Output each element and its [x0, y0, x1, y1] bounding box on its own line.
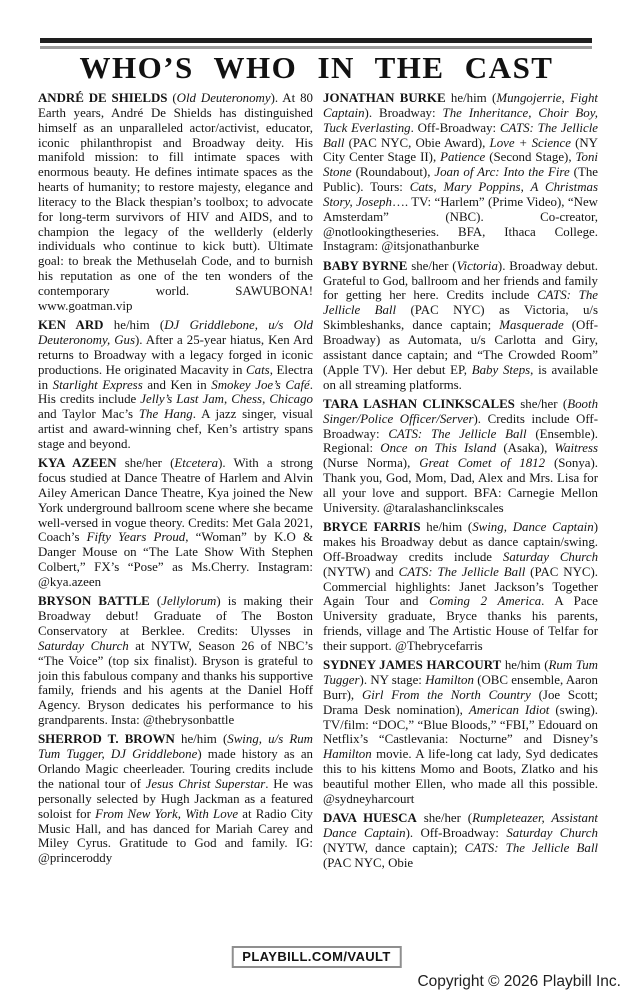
bio-segment: (Nurse Norma), — [323, 456, 420, 471]
bio-segment: Booth Singer/Police Officer/Server — [323, 396, 598, 426]
bio-segment: (Joe Scott; Drama Desk nomination), — [323, 687, 598, 717]
bio-segment: BABY BYRNE — [323, 258, 408, 273]
bio-segment: Hamilton — [425, 673, 474, 688]
bio-segment: at NYTW, Season 26 of NBC’s “The Voice” (top six finalist). Bryson is grateful to join this fabulous company and thanks his supportive family, friends and his agents at the Daniel Hoff Agency. Bryson dedicates his performance to his grandparents. Insta: @thebrysonbattle — [38, 638, 314, 728]
copyright-text: Copyright © 2026 Playbill Inc. — [417, 973, 621, 990]
bio-segment: TARA LASHAN CLINKSCALES — [323, 396, 515, 411]
bio-segment: he/him ( — [420, 520, 473, 535]
bio-segment: Saturday Church — [38, 638, 129, 653]
bio-segment: Cats — [246, 362, 270, 377]
bio-segment: ). Credits include Off-Broadway: — [323, 411, 598, 441]
bio-segment: . A jazz singer, visual artist and award-winning chef, Ken’s artistry spans stage and beyond. — [38, 407, 313, 451]
bio-segment: (Roundabout), — [351, 165, 435, 180]
bio-segment: movie. A life-long cat lady, Syd dedicates this to his kittens Momo and Boots, Zlatko and his beautiful mother Ellen, who made all this possible. @sydneyharcourt — [323, 747, 598, 806]
bio-segment: she/her ( — [116, 456, 175, 471]
bio-segment: Waitress — [554, 441, 598, 456]
bio-dava-huesca — [323, 811, 598, 870]
bio-segment: ). After a 25-year hiatus, Ken Ard returns to Broadway with a legacy forged in iconic productions. He originated Macavity in — [38, 333, 313, 377]
bio-baby-byrne — [323, 259, 598, 393]
bio-segment: Cats, Mary Poppins, A Christmas Story, Joseph — [323, 180, 598, 209]
bio-bryce-farris — [323, 520, 598, 654]
bio-segment: Etcetera — [174, 456, 219, 471]
bio-segment: (PAC NYC, Obie Award), — [344, 135, 490, 150]
bio-segment: Great Comet of 1812 — [419, 456, 546, 471]
bio-segment: Swing, Dance Captain — [472, 520, 594, 535]
bio-segment: . His credits include — [38, 377, 313, 407]
bio-segment: Jellylorum — [161, 594, 217, 609]
bio-segment: (Off-Broadway) as Automata, u/s Carlotta and Giry, assistant dance captain; and “The Crowded Room” (Apple TV). Her debut EP, — [323, 318, 598, 377]
bio-segment: ( — [149, 594, 162, 609]
bio-segment: Rumpleteazer, Assistant Dance Captain — [323, 811, 598, 840]
bio-segment: Swing, u/s Rum Tum Tugger, DJ Griddlebone — [38, 732, 313, 762]
bio-segment: KEN ARD — [38, 318, 104, 333]
bio-segment: ) makes his Broadway debut as dance captain/swing. Off-Broadway credits include — [323, 520, 598, 564]
bio-segment: KYA AZEEN — [38, 456, 117, 471]
bio-tara-lashan-clinkscales — [323, 397, 598, 516]
bio-segment: Toni Stone — [323, 150, 598, 180]
bio-segment: BRYSON BATTLE — [38, 594, 150, 609]
bio-segment: he/him ( — [174, 732, 228, 747]
bio-segment: Coming 2 America — [429, 594, 542, 609]
bio-segment: (Second Stage), — [485, 150, 576, 165]
bio-ken-ard — [38, 318, 313, 452]
bio-kya-azeen — [38, 456, 313, 590]
bio-segment: CATS: The Jellicle Ball — [323, 120, 598, 150]
bio-segment: (NYTW, dance captain); — [323, 840, 465, 855]
bio-segment: SHERROD T. BROWN — [38, 732, 175, 747]
bio-segment: . A Pace University graduate, Bryce thanks his parents, friends, village and The Artistic House of Telfar for their support. @Thebrycefarris — [323, 594, 598, 653]
bio-segment: Patience — [440, 150, 486, 165]
bio-segment: Chess — [231, 392, 263, 407]
bio-segment: (PAC NYC) as Victoria, u/s Skimbleshanks, dance captain; — [323, 303, 598, 333]
bio-segment: The Hang — [138, 407, 193, 422]
bio-segment: DJ Griddlebone, u/s Old Deuteronomy, Gus — [38, 318, 313, 347]
bio-segment: Old Deuteronomy — [176, 91, 271, 105]
bio-segment: …. TV: “Harlem” (Prime Video), “New Amsterdam” (NBC). Co-creator, @notlookingtheseries. BFA, Ithaca College. Instagram: @itsjonathanburke — [323, 194, 598, 254]
bio-segment: she/her ( — [514, 396, 568, 411]
bio-segment: , “Woman” by K.O & Danger Mouse on “The Late Show With Stephen Colbert,” FX’s “Pose” as Ms.Cherry. Instagram: @kya.azeen — [38, 530, 313, 589]
bio-segment: Fifty Years Proud — [86, 530, 186, 545]
bio-segment: Jelly’s Last Jam — [140, 392, 224, 407]
bio-segment: CATS: The Jellicle Ball — [398, 564, 526, 579]
bio-segment: ( — [167, 91, 177, 105]
bio-segment: CATS: The Jellicle Ball — [388, 426, 527, 441]
bio-column-left — [38, 91, 313, 949]
bio-segment: The Inheritance, Choir Boy, Tuck Everlasting — [323, 105, 598, 135]
bio-segment: ) made history as an Orlando Magic cheerleader. Touring credits include the national tour of — [38, 747, 313, 791]
bio-segment: (PAC NYC, Obie — [323, 855, 414, 870]
bio-segment: CATS: The Jellicle Ball — [323, 288, 598, 318]
bio-segment: BRYCE FARRIS — [323, 520, 421, 535]
bio-segment: Smokey Joe’s Café — [211, 377, 310, 392]
bio-segment: (Ensemble). Regional: — [323, 426, 598, 456]
bio-segment: Chicago — [269, 392, 313, 407]
bio-segment: . Off-Broadway: — [410, 120, 500, 135]
bio-segment: American Idiot — [468, 702, 550, 717]
bio-bryson-battle — [38, 594, 313, 728]
bio-segment: DAVA HUESCA — [323, 811, 417, 826]
bio-segment: Masquerade — [499, 318, 564, 333]
bio-segment: he/him ( — [501, 658, 549, 673]
bio-segment: (NY City Center Stage II), — [323, 135, 598, 165]
bio-segment: Baby Steps — [471, 362, 531, 377]
bio-segment: and Ken in — [142, 377, 212, 392]
bio-segment: he/him ( — [103, 318, 165, 333]
bio-segment: Hamilton — [323, 747, 372, 762]
bio-segment: (The Public). Tours: — [323, 165, 598, 195]
bio-segment: he/him ( — [445, 91, 497, 105]
bio-segment: (Asaka), — [496, 441, 555, 456]
bio-segment: she/her ( — [416, 811, 473, 826]
bio-andre-de-shields — [38, 91, 313, 314]
bio-segment: , is available on all streaming platforms. — [323, 362, 598, 392]
bio-segment: ). With a strong focus studied at Dance Theatre of Harlem and Alvin Ailey American Dance Theatre, Kya joined the New York underground ballroom scene where she became well-versed in vogue theory. Credits: Met Gala 2021, Coach’s — [38, 456, 313, 545]
bio-segment: Rum Tum Tugger — [323, 658, 598, 688]
bio-segment: Saturday Church — [506, 826, 598, 840]
top-rule-thick — [40, 38, 592, 43]
bio-segment: ). Broadway debut. Grateful to God, ballroom and her friends and family for getting her here. Credits include — [323, 258, 598, 303]
bio-segment: Victoria — [456, 258, 498, 273]
bio-segment: SYDNEY JAMES HARCOURT — [323, 658, 502, 673]
bio-segment: at Radio City Music Hall, and has danced for Mariah Carey and Miley Cyrus. Gratitude to God and family. IG: @princeroddy — [38, 806, 313, 866]
bio-segment: (swing). TV/film: “DOC,” “Blue Bloods,” “FBI,” Edouard on Netflix’s “Castlevania: Nocturne” and Disney’s — [323, 702, 598, 747]
bio-segment: and Taylor Mac’s — [38, 407, 139, 422]
bio-segment: Once on This Island — [380, 441, 497, 456]
bio-jonathan-burke — [323, 91, 598, 254]
bio-sydney-james-harcourt — [323, 658, 598, 806]
bio-segment: ). Off-Broadway: — [405, 826, 507, 840]
bio-segment: Saturday Church — [502, 549, 598, 564]
bio-sherrod-t-brown — [38, 732, 313, 866]
bio-segment: (OBC ensemble, Aaron Burr), — [323, 673, 598, 702]
bio-segment: Jesus Christ Superstar — [145, 776, 266, 791]
bio-segment: ). Broadway: — [364, 105, 443, 120]
bio-segment: JONATHAN BURKE — [323, 91, 446, 105]
bio-segment: (NYTW) and — [323, 564, 399, 579]
page-title: WHO’S WHO IN THE CAST — [79, 50, 554, 85]
bio-segment: ANDRÉ DE SHIELDS — [38, 91, 168, 105]
bio-segment: (PAC NYC). Commercial highlights: Janet Jackson’s Together Again Tour and — [323, 564, 598, 609]
bio-segment: ). NY stage: — [359, 673, 426, 688]
top-rule-thin — [40, 46, 592, 49]
bio-segment: , — [262, 392, 270, 407]
bio-segment: Girl From the North Country — [361, 687, 531, 702]
bio-segment: , Electra in — [38, 362, 313, 392]
bio-segment: Starlight Express — [52, 377, 143, 392]
bio-segment: ). At 80 Earth years, André De Shields has distinguished himself as an unparalleled actor/activist, educator, iconic philanthropist and Broadway deity. His manifold mission: to fill intimate spaces with enormous beauty. He defines intimate spaces as the hearts of humanity; to restore majesty, elegance and literacy to the Black thespian’s toolbox; to advocate for long-term survivors of HIV and AIDS, and to champion the legacy of the wellderly (elderly individuals who continue to kick butt). Ultimate goal: to break the Methuselah Code, and to burnish his reputation as one of the ten wonders of the contemporary world. SAWUBONA! www.goatman.vip — [38, 91, 313, 313]
playbill-vault-link[interactable]: PLAYBILL.COM/VAULT — [231, 946, 402, 968]
bio-segment: From New York, With Love — [95, 806, 239, 821]
bio-segment: (Sonya). Thank you, God, Mom, Dad, Alex and Mrs. Lisa for all your love and support. BFA: Carnegie Mellon University. @taralashanclinkscales — [323, 456, 598, 515]
bio-segment: she/her ( — [407, 258, 457, 273]
bio-segment: Joan of Arc: Into the Fire — [434, 165, 570, 180]
bio-segment: Mungojerrie, Fight Captain — [323, 91, 598, 120]
bio-segment: ) is making their Broadway debut! Graduate of The Boston Conservatory at Berklee. Credits: Ulysses in — [38, 594, 313, 639]
bio-column-right — [323, 91, 598, 949]
bio-segment: . He was personally selected by Hugh Jackman as a featured soloist for — [38, 776, 313, 821]
bio-segment: CATS: The Jellicle Ball — [464, 840, 598, 855]
bio-columns — [38, 91, 598, 949]
bio-segment: , — [224, 392, 232, 407]
bio-segment: Love + Science — [489, 135, 571, 150]
